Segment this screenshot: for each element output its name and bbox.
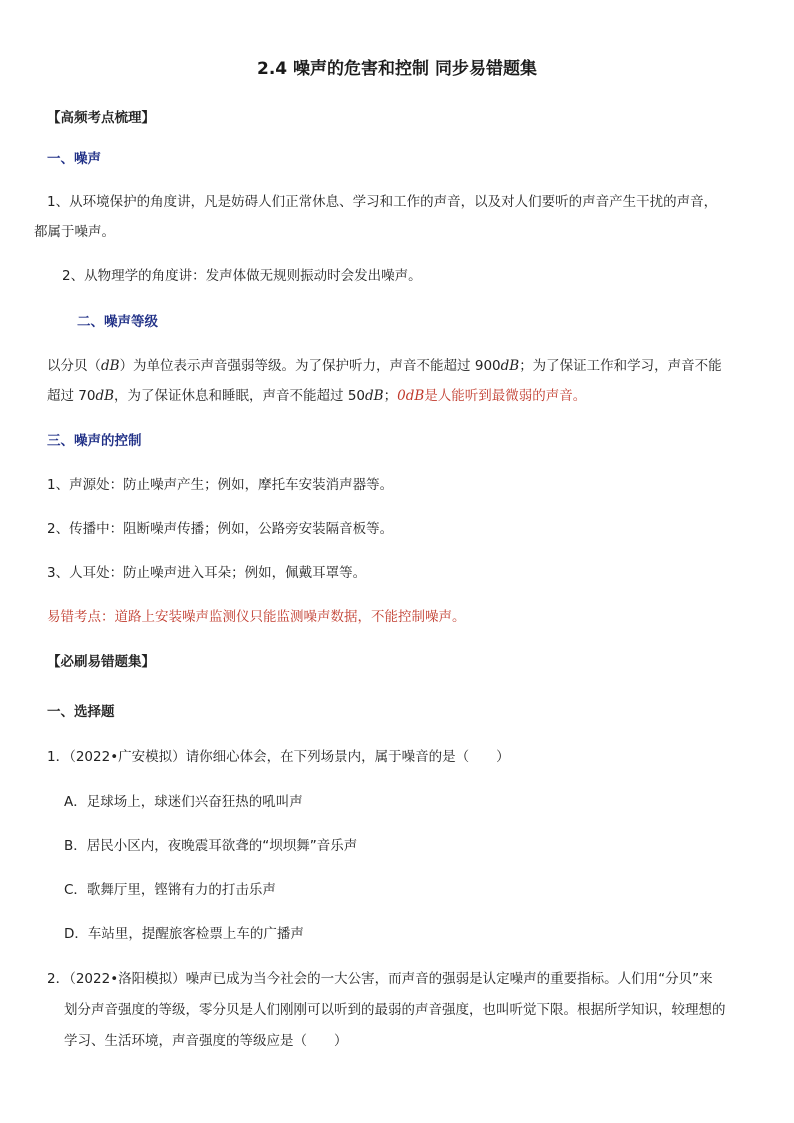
heading-choice-questions: 一、选择题 bbox=[47, 704, 115, 720]
question-1-option-b: B．居民小区内，夜晚震耳欲聋的“坝坝舞”音乐声 bbox=[64, 838, 358, 854]
question-2-line2: 划分声音强度的等级，零分贝是人们刚刚可以听到的最弱的声音强度，也叫听觉下限。根据所学知识，较理想的 bbox=[64, 1002, 726, 1018]
question-1-stem: 1．（2022•广安模拟）请你细心体会，在下列场景内，属于噪音的是（ ） bbox=[47, 749, 510, 765]
zero-value: 0 bbox=[397, 388, 406, 404]
level-text-6: ； bbox=[383, 388, 398, 404]
db-unit: dB bbox=[95, 388, 115, 404]
question-2-line1: 2．（2022•洛阳模拟）噪声已成为当今社会的一大公害，而声音的强弱是认定噪声的重要指标。人们用“分贝”来 bbox=[47, 971, 713, 987]
control-item-ear: 3、人耳处：防止噪声进入耳朵；例如，佩戴耳罩等。 bbox=[47, 565, 367, 581]
page-title: 2.4 噪声的危害和控制 同步易错题集 bbox=[257, 59, 537, 79]
warning-note: 易错考点：道路上安装噪声监测仪只能监测噪声数据，不能控制噪声。 bbox=[47, 609, 466, 625]
heading-noise: 一、噪声 bbox=[47, 151, 101, 167]
level-text-4: 超过 70 bbox=[47, 388, 96, 404]
level-text-7: 是人能听到最微弱的声音。 bbox=[424, 388, 587, 404]
section-high-frequency: 【高频考点梳理】 bbox=[47, 110, 155, 126]
level-text-5: ，为了保证休息和睡眠，声音不能超过 50 bbox=[114, 388, 366, 404]
section-must-do: 【必刷易错题集】 bbox=[47, 654, 155, 670]
db-unit-red: dB bbox=[405, 388, 425, 404]
paragraph-level-line1 bbox=[47, 356, 722, 376]
db-unit: dB bbox=[500, 358, 520, 374]
paragraph-noise-1a: 1、从环境保护的角度讲，凡是妨碍人们正常休息、学习和工作的声音，以及对人们要听的声音产生干扰的声音， bbox=[47, 194, 718, 210]
question-1-option-d: D．车站里，提醒旅客检票上车的广播声 bbox=[64, 926, 304, 942]
paragraph-noise-1b: 都属于噪声。 bbox=[34, 224, 115, 240]
db-unit: dB bbox=[365, 388, 384, 404]
level-text-1: 以分贝（ bbox=[47, 358, 101, 374]
level-text-3: ；为了保证工作和学习，声音不能 bbox=[519, 358, 722, 374]
question-1-option-a: A．足球场上，球迷们兴奋狂热的吼叫声 bbox=[64, 794, 303, 810]
paragraph-noise-2: 2、从物理学的角度讲：发声体做无规则振动时会发出噪声。 bbox=[62, 268, 422, 284]
question-2-line3: 学习、生活环境，声音强度的等级应是（ ） bbox=[64, 1033, 348, 1049]
control-item-transmission: 2、传播中：阻断噪声传播；例如，公路旁安装隔音板等。 bbox=[47, 521, 394, 537]
question-1-option-c: C．歌舞厅里，铿锵有力的打击乐声 bbox=[64, 882, 276, 898]
heading-noise-level: 二、噪声等级 bbox=[77, 314, 158, 330]
paragraph-level-line2 bbox=[47, 386, 586, 406]
heading-noise-control: 三、噪声的控制 bbox=[47, 433, 142, 449]
control-item-source: 1、声源处：防止噪声产生；例如，摩托车安装消声器等。 bbox=[47, 477, 394, 493]
db-unit: dB bbox=[101, 358, 120, 374]
level-text-2: ）为单位表示声音强弱等级。为了保护听力，声音不能超过 900 bbox=[119, 358, 501, 374]
